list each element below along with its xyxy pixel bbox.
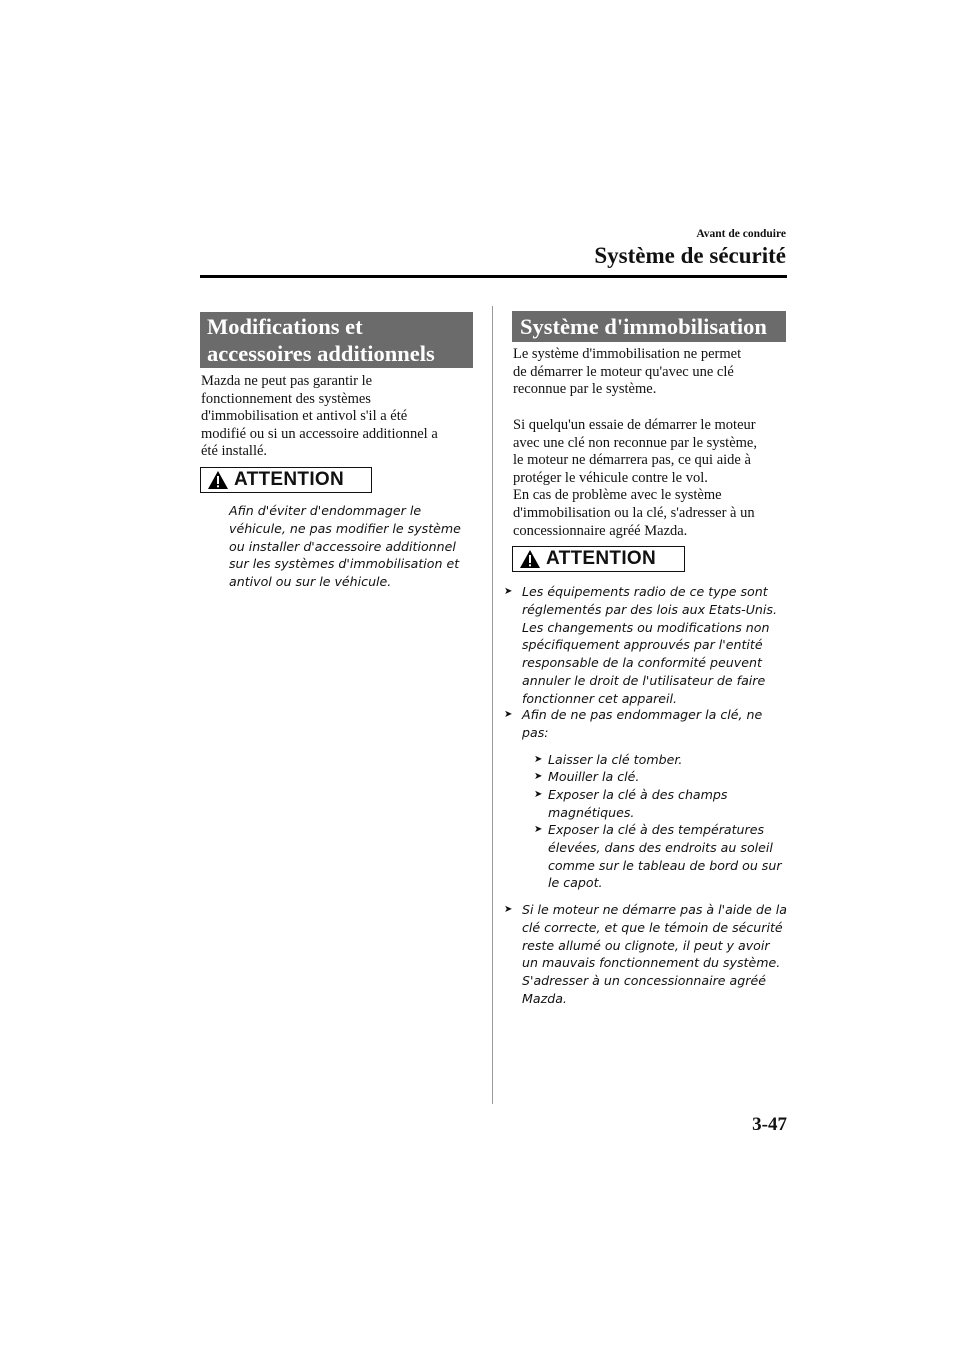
right-body-details: Si quelqu'un essaie de démarrer le moteur avec une clé non reconnue par le système, le moteur ne démarrera pas, ce qui aide à protéger le véhicule contre le vol. En cas de problème avec le système d'immobilisation ou la clé, s'adresser à un concessionnaire agréé Mazda. (513, 417, 757, 539)
right-body-intro: Le système d'immobilisation ne permet de démarrer le moteur qu'avec une clé reconnue par le système. (513, 346, 742, 398)
bullet-text: Les équipements radio de ce type sont réglementés par des lois aux Etats-Unis. Les changements ou modifications non spécifiquement approuvés par l'entité responsable de la conformité peuvent annuler le droit de l'utilisateur de faire fonctionner cet appareil. (522, 584, 777, 706)
section-title-modifications (200, 312, 473, 368)
bullet-arrow-icon: ➤ (534, 824, 543, 835)
sub-list-item (534, 786, 794, 822)
attention-label: ATTENTION (546, 548, 657, 569)
bullet-arrow-icon: ➤ (534, 771, 543, 782)
bullet-arrow-icon: ➤ (504, 586, 513, 597)
list-item (504, 901, 794, 1008)
warning-icon (207, 470, 229, 490)
attention-label: ATTENTION (234, 469, 345, 490)
bullet-arrow-icon: ➤ (534, 789, 543, 800)
sub-list-item (534, 751, 794, 769)
sub-bullet-text: Exposer la clé à des températures élevées, dans des endroits au soleil comme sur le tableau de bord ou sur le capot. (548, 822, 782, 891)
page-number: 3-47 (752, 1114, 787, 1135)
running-header-chapter: Avant de conduire (696, 228, 786, 240)
section-title-immobilisation (512, 311, 786, 342)
section-title-text: Système d'immobilisation (520, 314, 767, 339)
bullet-arrow-icon: ➤ (504, 709, 513, 720)
sub-bullet-text: Exposer la clé à des champs magnétiques. (548, 787, 728, 820)
bullet-text: Afin de ne pas endommager la clé, ne pas: (522, 707, 763, 740)
list-item (504, 706, 794, 742)
bullet-text: Si le moteur ne démarre pas à l'aide de la clé correcte, et que le témoin de sécurité reste allumé ou clignote, il peut y avoir un mauvais fonctionnement du système. S'adresser à un concessionnaire agréé Mazda. (522, 902, 788, 1006)
list-item (504, 583, 794, 708)
left-body-text: Mazda ne peut pas garantir le fonctionnement des systèmes d'immobilisation et antivol s'il a été modifié ou si un accessoire additionnel a été installé. (201, 373, 438, 460)
attention-box-left (200, 467, 372, 493)
bullet-arrow-icon: ➤ (504, 904, 513, 915)
attention-box-right (512, 546, 685, 572)
left-attention-text: Afin d'éviter d'endommager le véhicule, ne pas modifier le système ou installer d'accessoire additionnel sur les systèmes d'immobilisation et antivol ou sur le véhicule. (229, 503, 461, 590)
sub-list-item (534, 821, 794, 892)
sub-list-item (534, 768, 794, 786)
column-divider (492, 306, 493, 1104)
section-title-text: Modifications et accessoires additionnels (207, 314, 435, 366)
sub-bullet-text: Mouiller la clé. (548, 769, 640, 784)
running-header-title: Système de sécurité (594, 243, 786, 268)
warning-icon (519, 549, 541, 569)
bullet-arrow-icon: ➤ (534, 754, 543, 765)
sub-bullet-text: Laisser la clé tomber. (548, 752, 683, 767)
header-rule (200, 275, 787, 278)
